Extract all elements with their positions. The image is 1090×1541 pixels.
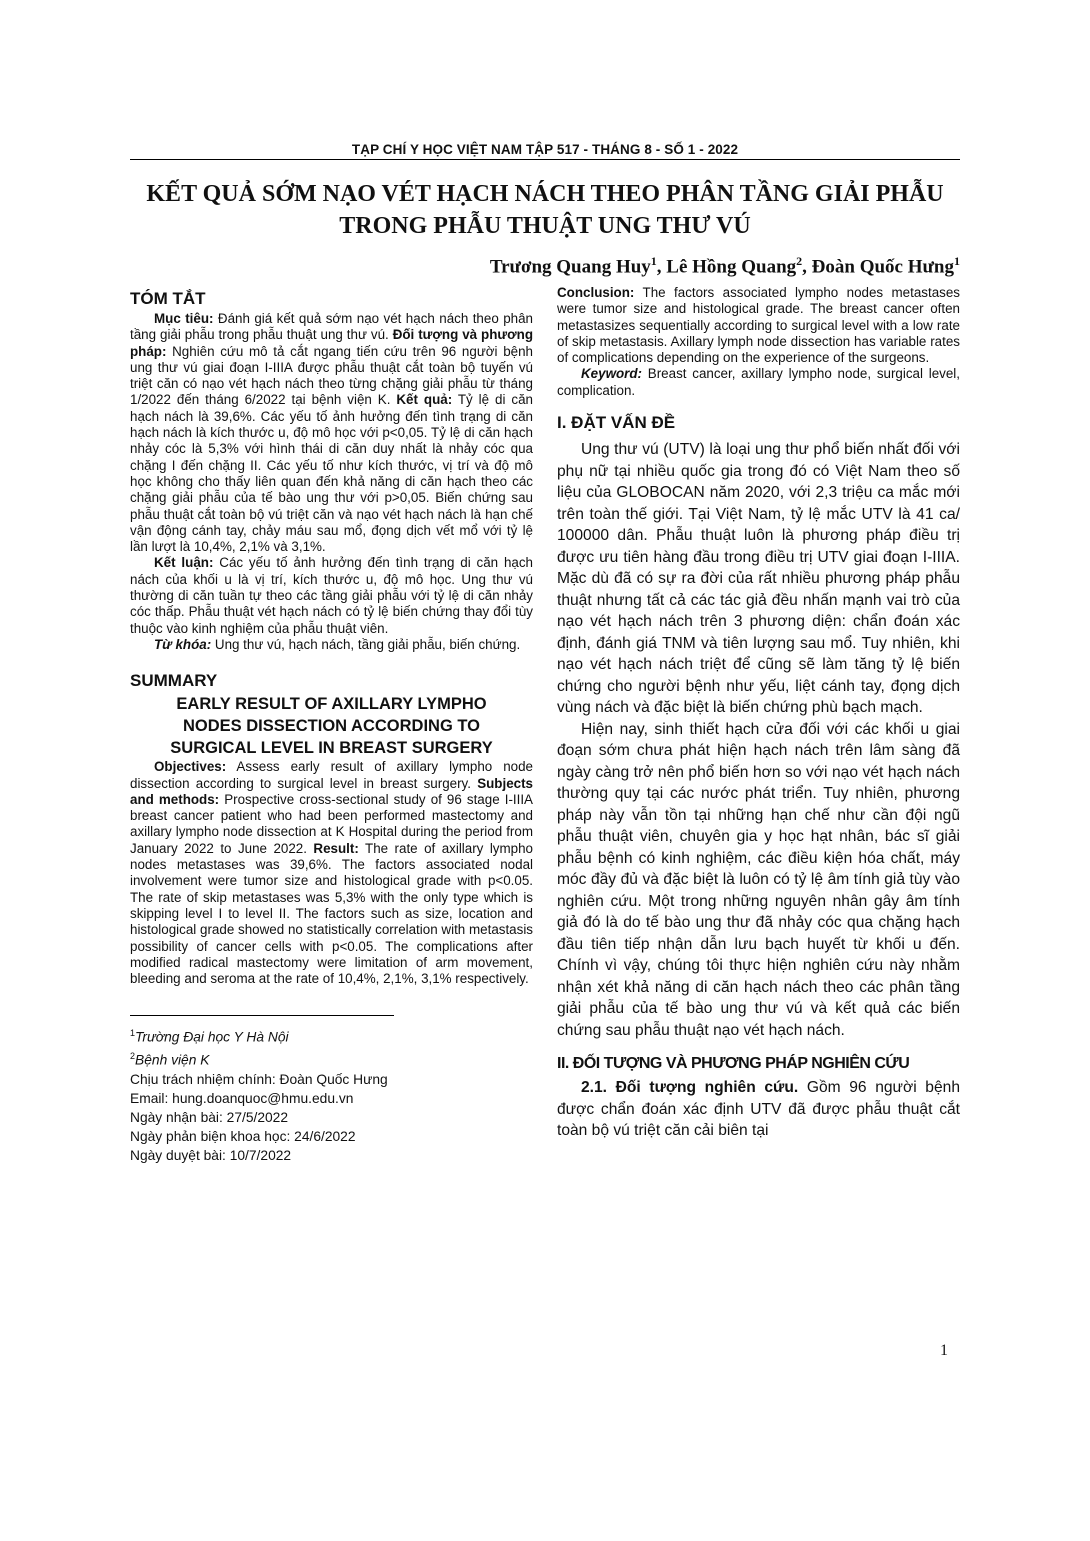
abstract-vi-keywords <box>130 637 533 653</box>
author-affiliation-mark: 1 <box>954 254 960 268</box>
result-label-en: Result: <box>313 840 359 856</box>
results-text: Tỷ lệ di căn hạch nách là 39,6%. Các yếu tố ảnh hưởng đến tình trạng di căn hạch nách là kích thước u, độ mô học với p<0,05. Tỷ lệ di căn hạch nhảy cóc là 5,3% với hình thái di căn duy nhất là nhảy cóc qua chặng I đến chặng II. Các yếu tố như kích thước, vị trí và độ mô học không cho thấy liên quan đến khả năng di căn hạch theo các chặng giải phẫu của tế bào ung thư với p>0,05. Biến chứng sau phẫu thuật cắt toàn bộ vú triệt căn và nạo vét hạch nách là hạn chế vận động cánh tay, chảy máu sau mổ, đọng dịch vết mổ với tỷ lệ lần lượt là 10,4%, 2,1% và 3,1%. <box>130 392 533 555</box>
footnote-corresponding-author: Chịu trách nhiệm chính: Đoàn Quốc Hưng <box>130 1071 388 1087</box>
affiliation-text: Trường Đại học Y Hà Nội <box>135 1029 289 1045</box>
keyword-text-en: Breast cancer, axillary lympho node, surgical level, complication. <box>557 366 960 398</box>
footnotes <box>130 1015 533 1164</box>
abstract-en-body-continued <box>557 285 960 366</box>
section-1-paragraph-2: Hiện nay, sinh thiết hạch cửa đối với các khối u giai đoạn sớm chưa phát hiện hạch nách trên lâm sàng đã ngày càng trở nên phổ biến hơn so với nạo vét hạch nách thường quy tại các nước phát triển. Tuy nhiên, phương pháp này vẫn tồn tại những hạn chế như cần đội ngũ phẫu thuật viên, chuyên gia y học hạt nhân, bác sĩ giải phẫu bệnh có kinh nghiệm, các điều kiện hóa chất, máy móc đầy đủ và đặc biệt là luôn có tỷ lệ âm tính giả tùy vào nghiên cứu. Một trong những nguyên nhân gây âm tính giả đó là do tế bào ung thư đã nhảy cóc qua chặng hạch đầu tiên tiếp nhận dẫn lưu bạch huyết từ khối u đến. Chính vì vậy, chúng tôi thực hiện nghiên cứu này nhằm nhận xét khả năng di căn hạch nách theo các phân tầng giải phẫu của tế bào ung thư vú và kết quả các biến chứng sau phẫu thuật nạo vét hạch nách. <box>557 720 960 1039</box>
conclusion-label: Kết luận: <box>154 555 214 571</box>
article-title <box>130 178 960 242</box>
footnote-reviewed-date: Ngày phản biện khoa học: 24/6/2022 <box>130 1128 356 1144</box>
summary-title-line-1: EARLY RESULT OF AXILLARY LYMPHO <box>176 695 487 714</box>
author-affiliation-mark: 2 <box>796 254 803 268</box>
page-number: 1 <box>940 1342 948 1359</box>
objective-label: Mục tiêu: <box>154 311 214 326</box>
author-name: Đoàn Quốc Hưng <box>811 256 954 278</box>
objectives-label: Objectives: <box>154 759 227 775</box>
section-1-heading: I. ĐẶT VẤN ĐỀ <box>557 413 676 433</box>
affiliation-text: Bệnh viện K <box>135 1052 210 1068</box>
header-rule <box>130 159 960 160</box>
abstract-en-keywords <box>557 366 960 399</box>
subsection-2-1-text: Gồm 96 người bệnh được chẩn đoán xác định UTV đã được phẫu thuật cắt toàn bộ vú triệt căn cải biên tại <box>557 1079 960 1140</box>
title-line-2: TRONG PHẪU THUẬT UNG THƯ VÚ <box>339 213 751 239</box>
methods-text: Nghiên cứu mô tả cắt ngang tiến cứu trên 96 người bệnh ung thư vú giai đoạn I-IIIA được phẫu thuật cắt toàn bộ tuyến vú triệt căn có nạo vét hạch nách theo từng chặng giải phẫu từ tháng 1/2022 đến tháng 6/2022 tại bệnh viện K. <box>130 343 533 408</box>
author-list <box>490 254 960 278</box>
summary-title <box>130 693 533 759</box>
summary-title-line-2: NODES DISSECTION ACCORDING TO <box>182 717 481 736</box>
conclusion-label-en: Conclusion: <box>557 285 635 300</box>
result-text-en: The rate of axillary lympho nodes metastases was 39,6%. The factors associated nodal involvement were tumor size and histological grade with p<0.05. The rate of skip metastases was 5,3% with the only type which is skipping level I to level II. The factors such as size, location and histological grade showed no statistically correlation with metastasis possibility of cancer cells with p<0.05. The complications after modified radical mastectomy were limitation of arm movement, bleeding and seroma at the rate of 10,4%, 2,1%, 3,1% respectively. <box>130 840 533 987</box>
author-separator: , <box>656 256 667 278</box>
footnote-mark: 1 <box>130 1028 136 1039</box>
conclusion-text: Các yếu tố ảnh hưởng đến tình trạng di căn hạch nách của khối u là vị trí, kích thước u, độ mô học. Ung thư vú thường di căn tuần tự theo các tầng giải phẫu với tỷ lệ di căn nhảy cóc thấp. Phẫu thuật vét hạch nách có tỷ lệ biến chứng thay đổi tùy thuộc vào kinh nghiệm của phẫu thuật viên. <box>130 555 533 636</box>
author-separator: , <box>802 256 812 278</box>
keywords-text: Ung thư vú, hạch nách, tầng giải phẫu, biến chứng. <box>211 636 521 652</box>
section-1-paragraph-1: Ung thư vú (UTV) là loại ung thư phổ biến nhất đối với phụ nữ tại nhiều quốc gia trong đó có Việt Nam theo số liệu của GLOBOCAN năm 2020, với 2,3 triệu ca mắc mới trên toàn thế giới. Tại Việt Nam, tỷ lệ mắc UTV là 41 ca/ 100000 dân. Phẫu thuật luôn là phương pháp điều trị được ưu tiên hàng đầu trong điều trị UTV giai đoạn I-IIIA. Mặc dù đã có sự ra đời của rất nhiều phương pháp phẫu thuật nhưng tất cả các tác giả đều nhấn mạnh vai trò của nạo vét hạch nách trên 3 phương diện: chẩn đoán xác định, đánh giá TNM và tiên lượng sau mổ. Tuy nhiên, khi nạo vét hạch nách triệt để cũng sẽ làm tăng tỷ lệ biến chứng cho người bệnh như yếu, liệt cánh tay, đọng dịch vùng nách và đặc biệt là biến chứng phù bạch mạch. <box>557 441 960 717</box>
footnote-mark: 2 <box>130 1050 136 1061</box>
left-column <box>130 285 533 1165</box>
author-name: Trương Quang Huy <box>489 256 651 278</box>
abstract-en-heading: SUMMARY <box>130 671 218 691</box>
results-label: Kết quả: <box>396 392 453 408</box>
keyword-label-en: Keyword: <box>581 366 643 382</box>
footnote-affiliation-2 <box>130 1047 533 1070</box>
section-2-heading: II. ĐỐI TƯỢNG VÀ PHƯƠNG PHÁP NGHIÊN CỨU <box>557 1055 910 1073</box>
title-line-1: KẾT QUẢ SỚM NẠO VÉT HẠCH NÁCH THEO PHÂN TẦNG GIẢI PHẪU <box>146 181 944 207</box>
methods-label-en: Subjects and methods: <box>130 775 533 807</box>
methods-text-en: Prospective cross-sectional study of 96 stage I-IIIA breast cancer patient who had been performed mastectomy and axillary lympho node dissection at K Hospital during the period from January 2022 to June 2022. <box>130 791 533 856</box>
abstract-vi-body <box>130 311 533 555</box>
section-2-1-paragraph <box>557 1077 960 1142</box>
objectives-text: Assess early result of axillary lympho node dissection according to surgical level in breast surgery. <box>130 759 533 791</box>
summary-title-line-3: SURGICAL LEVEL IN BREAST SURGERY <box>170 739 493 758</box>
footnote-email: Email: hung.doanquoc@hmu.edu.vn <box>130 1090 354 1106</box>
footnote-accepted-date: Ngày duyệt bài: 10/7/2022 <box>130 1147 292 1163</box>
right-column <box>557 285 960 1142</box>
author-name: Lê Hồng Quang <box>666 256 797 278</box>
objective-text: Đánh giá kết quả sớm nạo vét hạch nách theo phân tầng giải phẫu trong phẫu thuật ung thư vú. <box>130 311 533 343</box>
footnote-rule <box>130 1015 394 1016</box>
conclusion-text-en: The factors associated lympho nodes metastases were tumor size and histological grade. The breast cancer often metastasizes sequentially according to surgical level with a low rate of skip metastasis. Axillary lymph node dissection has variable rates of complications depending on the experience of the surgeons. <box>557 285 960 366</box>
keywords-label: Từ khóa: <box>154 636 212 652</box>
subsection-2-1-label: 2.1. Đối tượng nghiên cứu. <box>581 1079 799 1097</box>
footnote-affiliation-1 <box>130 1024 533 1047</box>
abstract-en-continuation <box>557 285 960 399</box>
footnote-received-date: Ngày nhận bài: 27/5/2022 <box>130 1109 289 1125</box>
abstract-vi-conclusion <box>130 555 533 636</box>
abstract-en-body <box>130 759 533 987</box>
author-affiliation-mark: 1 <box>650 254 657 268</box>
abstract-vi-heading: TÓM TẮT <box>130 289 206 308</box>
journal-running-head: TẠP CHÍ Y HỌC VIỆT NAM TẬP 517 - THÁNG 8 - SỐ 1 - 2022 <box>351 142 739 157</box>
methods-label: Đối tượng và phương pháp: <box>130 327 533 359</box>
